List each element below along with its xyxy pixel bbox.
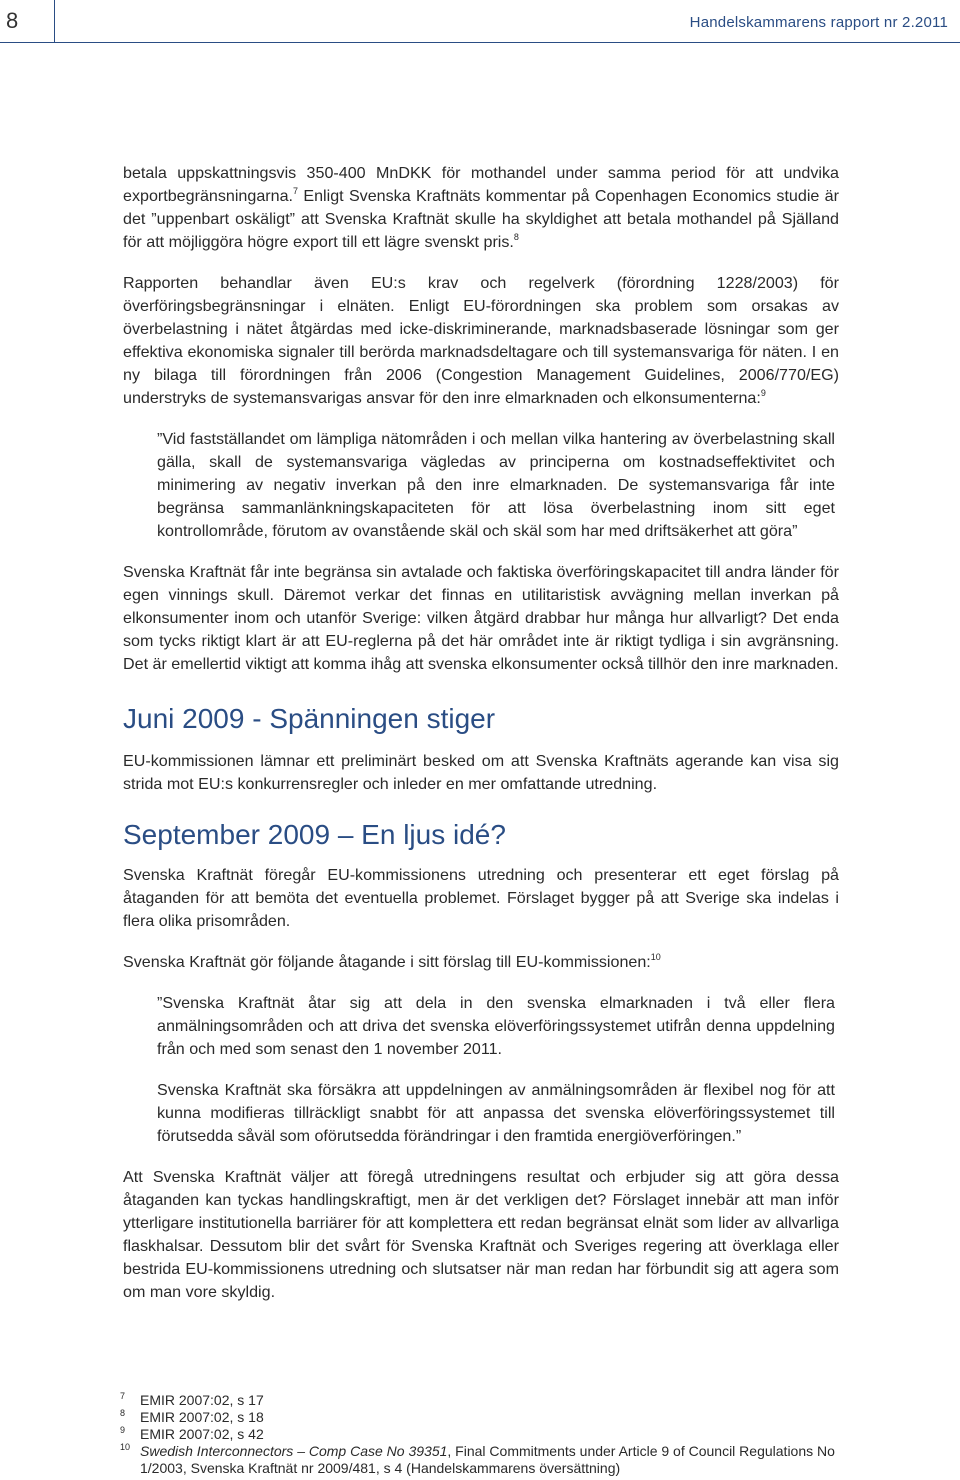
footnote-ref-10[interactable]: 10 [650,952,661,962]
footnote-7: 7 EMIR 2007:02, s 17 [120,1391,264,1408]
paragraph-2: Rapporten behandlar även EU:s krav och regelverk (förordning 1228/2003) för överföringsbegränsningar i elnäten. Enligt EU-förordningen ska problem som orsakas av överbelastning i nätet åtgärdas med icke-diskriminerande, marknadsbaserade lösningar som ger effektiva ekonomiska signaler till berörda marknadsdeltagare och till systemansvariga för näten. I en ny bilaga till förordningen från 2006 (Congestion Management Guidelines, 2006/770/EG) understryks de systemansvarigas ansvar för den inre elmarknaden och elkonsumenterna:$^9$ [123,274,839,407]
paragraph-7: Att Svenska Kraftnät väljer att föregå utredningens resultat och erbjuder sig att göra dessa åtaganden kan tyckas handlingskraftigt, men är det verkligen det? Förslaget innebär att man inför ytterligare institutionella barriärer för att komplettera ett redan begränsat elnät som lider av allvarliga flaskhalsar. Dessutom blir det svårt för Svenska Kraftnät och Sveriges regering att överklaga eller bestrida EU-kommissionens utredning och slutsatser när man redan har förbundit sig att agera som om man vore skyldig. [123,1168,839,1301]
footnote-ref-7[interactable]: 7 [293,186,299,196]
footnote-9: 9 EMIR 2007:02, s 42 [120,1425,264,1442]
footnote-ref-8[interactable]: 8 [513,232,519,242]
page-header [0,0,960,44]
paragraph-1: betala uppskattningsvis 350-400 MnDKK för mothandel under samma period för att undvika exportbegränsningarna.$^7$ Enligt Svenska Kraftnäts kommentar på Copenhagen Economics studie är det ”uppenbart oskäligt” att Svenska Kraftnät skulle ha skyldighet att betala mothandel på Själland för att möjliggöra högre export till ett lägre svenskt pris.$^8$ [123,164,839,251]
footnotes [120,1392,840,1477]
footnote-10: 10 Swedish Interconnectors – Comp Case No 39351, Final Commitments under Article 9 of Council Regulations No 1/2003, Svenska Kraftnät nr 2009/481, s 4 (Handelskammarens översättning) [120,1442,835,1476]
paragraph-3: Svenska Kraftnät får inte begränsa sin avtalade och faktiska överföringskapacitet till andra länder för egen vinnings skull. Däremot verkar det finnas en utilitaristisk avvägning mellan inverkan på elkonsumenter inom och utanför Sverige: vilken åtgärd drabbar hur många hur allvarligt? Det enda som tycks riktigt klart är att EU-reglerna på det här området inte är riktigt tydliga i sin avgränsning. Det är emellertid viktigt att komma ihåg att svenska elkonsumenter också tillhör den inre marknaden. [123,563,839,673]
block-quote-3: Svenska Kraftnät ska försäkra att uppdelningen av anmälningsområden är flexibel nog för att kunna modifieras tillräckligt snabbt för att anpassa det svenska elöverföringssystemet till förutsedda såväl som oförutsedda förändringar i den framtida energiöverföringen.” [157,1081,835,1145]
block-quote-2: ”Svenska Kraftnät åtar sig att dela in den svenska elmarknaden i två eller flera anmälningsområden och att driva det svenska elöverföringssystemet utifrån denna uppdelning från och med som senast den 1 november 2011. [157,994,835,1058]
heading-juni-2009: Juni 2009 - Spänningen stiger [123,703,496,734]
block-quote-1: ”Vid fastställandet om lämpliga nätområden i och mellan vilka hantering av överbelastning skall gälla, skall de systemansvariga vägledas av principerna om kostnadseffektivitet och minimering av negativ inverkan på den inre elmarknaden. De systemansvariga får inte begränsa sammanlänkningskapaciteten för att lösa överbelastning inom sitt eget kontrollområde, förutom av ovanstående skäl och skäl som har med driftsäkerhet att göra” [157,430,835,540]
footnote-8: 8 EMIR 2007:02, s 18 [120,1408,264,1425]
page-body [123,162,839,1304]
paragraph-6: Svenska Kraftnät gör följande åtagande i sitt förslag till EU-kommissionen:$^{10}$ [123,952,661,971]
heading-september-2009: September 2009 – En ljus idé? [123,819,506,850]
paragraph-5: Svenska Kraftnät föregår EU-kommissionens utredning och presenterar ett eget förslag på åtaganden för att bemöta det eventuella problemet. Förslaget bygger på att Sverige ska indelas i flera olika prisområden. [123,866,839,930]
page-number: 8 [6,8,19,33]
footnote-ref-9[interactable]: 9 [760,388,766,398]
report-title: Handelskammarens rapport nr 2.2011 [689,14,948,31]
paragraph-4: EU-kommissionen lämnar ett preliminärt besked om att Svenska Kraftnäts agerande kan visa sig strida mot EU:s konkurrensregler och inleder en mer omfattande utredning. [123,752,839,793]
header-rule [54,42,960,43]
page-number-box [0,0,55,43]
